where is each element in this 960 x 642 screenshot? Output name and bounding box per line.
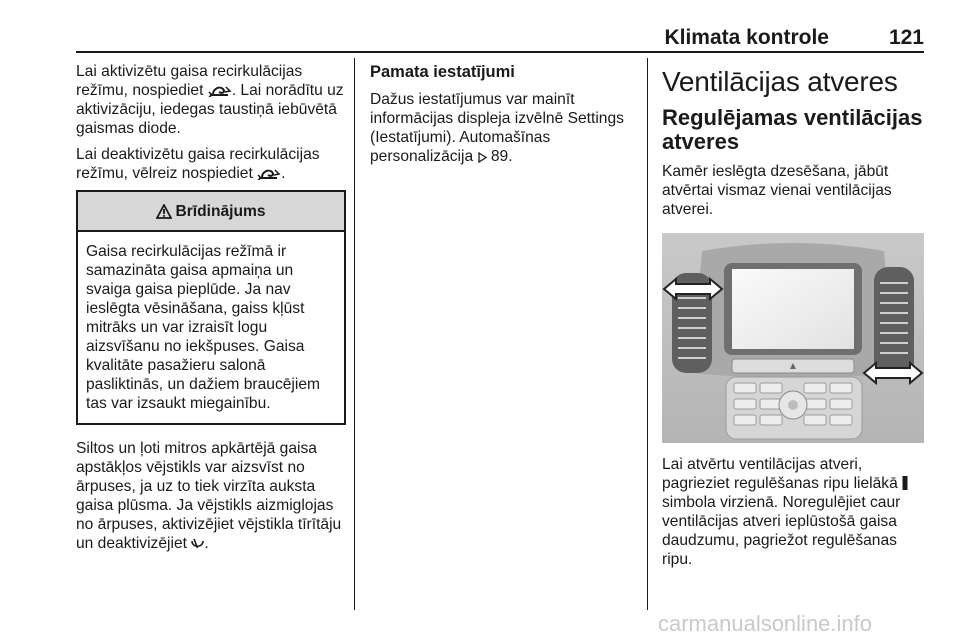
page-reference-icon (478, 152, 487, 163)
watermark: carmanualsonline.info (657, 611, 873, 636)
recirculation-icon (257, 168, 281, 180)
column-1 (76, 62, 346, 560)
vent-dial-symbol-icon (902, 476, 908, 490)
dashboard-vents-photo (662, 233, 924, 443)
wiper-icon (191, 538, 204, 550)
column-2 (370, 62, 642, 173)
vents-intro-paragraph: Kamēr ieslēgta dzesēšana, jābūt atvērtai vismaz vienai ventilācijas atverei. (662, 163, 892, 218)
page-number: 121 (888, 26, 924, 49)
vent-open-paragraph: Lai atvērtu ventilācijas atveri, pagrieziet regulēšanas ripu lielākā simbola virzienā. Noregulējiet caur ventilācijas atveri ieplūstošā gaisa daudzumu, pagriežot regulēšanas ripu. (662, 455, 924, 569)
recirculation-icon (208, 85, 232, 97)
page-header (76, 24, 924, 52)
basic-settings-paragraph: Dažus iestatījumus var mainīt informācijas displeja izvēlnē Settings (Iestatījumi). Automašīnas personalizācija 89. (370, 91, 624, 165)
adjustable-vents-subheading: Regulējamas ventilācijas atveres (662, 105, 923, 154)
windscreen-fog-paragraph: Siltos un ļoti mitros apkārtējā gaisa apstākļos vējstikls var aizsvīst no ārpuses, ja uz to tiek virzīta auksta gaisa plūsma. Ja vējstikls aizmiglojas no ārpuses, aktivizējiet vējstikla tīrītāju un deaktivizējiet . (76, 440, 342, 552)
warning-box (76, 190, 346, 425)
header-rule (76, 51, 924, 53)
vents-heading: Ventilācijas atveres (662, 66, 898, 97)
warning-triangle-icon (156, 204, 172, 219)
column-divider-2 (647, 58, 648, 610)
column-divider-1 (354, 58, 355, 610)
warning-text: Gaisa recirkulācijas režīmā ir samazināta gaisa apmaiņa un svaiga gaisa pieplūde. Ja nav ieslēgta vēsināšana, gaiss kļūst mitrāks un var izraisīt logu aizsvīšanu no iekšpuses. Gaisa kvalitāte pasažieru salonā pasliktinās, un dažiem braucējiem tas var izsaukt miegainību. (86, 243, 321, 412)
column-3 (662, 62, 924, 576)
header-title: Klimata kontrole (664, 26, 829, 49)
warning-title: Brīdinājums (175, 202, 266, 220)
basic-settings-heading: Pamata iestatījumi (370, 63, 515, 81)
recirculation-off-paragraph: Lai deaktivizētu gaisa recirkulācijas režīmu, vēlreiz nospiediet . (76, 146, 320, 182)
warning-header (78, 192, 344, 232)
page-reference-link[interactable]: 89 (490, 148, 509, 165)
recirculation-on-paragraph: Lai aktivizētu gaisa recirkulācijas režīmu, nospiediet . Lai norādītu uz aktivizāciju, iedegas taustiņā iebūvētā gaismas diode. (76, 63, 344, 137)
